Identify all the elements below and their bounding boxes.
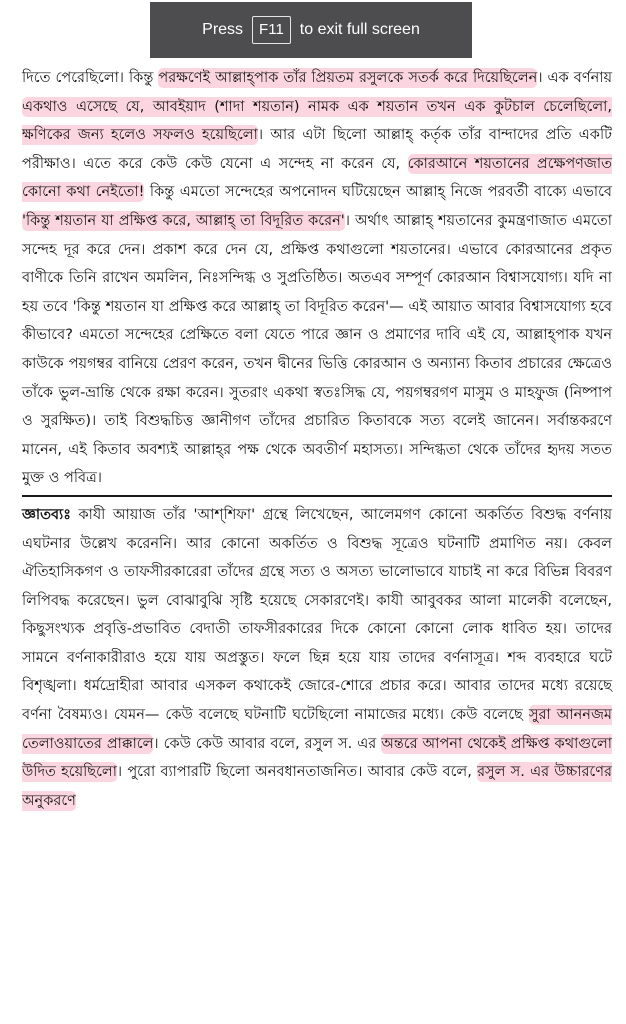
highlighted-text: সুরা আননজম তেলাওয়াতের প্রাক্কালে bbox=[22, 707, 612, 752]
fullscreen-exit-banner bbox=[150, 2, 472, 58]
body-text: । আর এটা ছিলো আল্লাহ্‌ কর্তৃক তাঁর বান্দাদের প্রতি একটি পরীক্ষাও। এতে করে কেউ কেউ যেনো এ সন্দেহ না করেন যে, bbox=[22, 127, 612, 172]
highlighted-text: কোরআনে শয়তানের প্রক্ষেপণজাত কোনো কথা নেইতো! bbox=[22, 155, 612, 201]
body-text: । অর্থাৎ আল্লাহ্‌ শয়তানের কুমন্ত্রণাজাত এমতো সন্দেহ দূর করে দেন। প্রকাশ করে দেন যে, প্রক্ষিপ্ত কথাগুলো শয়তানের। এভাবে কোরআনের প্রকৃত বাণীকে তিনি রাখেন অমলিন, নিঃসন্দিগ্ধ ও সুপ্রতিষ্ঠিত। অতএব সম্পূর্ণ কোরআন বিশ্বাসযোগ্য। যদি না হয় তবে 'কিন্তু শয়তান যা প্রক্ষিপ্ত করে আল্লাহ্‌ তা বিদূরিত করেন'— এই আয়াত আবার বিশ্বাসযোগ্য হবে কীভাবে? এমতো সন্দেহের প্রেক্ষিতে বলা যেতে পারে জ্ঞান ও প্রমাণের দাবি এই যে, আল্লাহ্‌পাক যখন কাউকে পয়গম্বর বানিয়ে প্রেরণ করেন, তখন দ্বীনের ভিত্তি কোরআন ও অন্যান্য কিতাব প্রচারের ক্ষেত্রেও তাঁকে ভুল-ভ্রান্তি থেকে রক্ষা করেন। সুতরাং একথা স্বতঃসিদ্ধ যে, পয়গম্বরগণ মাসুম ও মাহফুজ (নিষ্পাপ ও সুরক্ষিত)। তাই বিশুদ্ধচিত্ত জ্ঞানীগণ তাঁদের প্রচারিত কিতাবকে সত্য বলেই জানেন। সর্বান্তকরণে মানেন, এই কিতাব অবশ্যই আল্লাহ্‌র পক্ষ থেকে অবতীর্ণ মহাসত্য। সন্দিগ্ধতা থেকে তাঁদের হৃদয় সতত মুক্ত ও পবিত্র। bbox=[22, 212, 612, 487]
body-text: কাযী আয়াজ তাঁর 'আশ্‌শিফা' গ্রন্থে লিখেছেন, আলেমগণ কোনো অকর্তিত বিশুদ্ধ বর্ণনায় এঘটনার উল্লেখ করেননি। আর কোনো অকর্তিত ও বিশুদ্ধ সূত্রেও ঘটনাটি প্রমাণিত নয়। কেবল ঐতিহাসিকগণ ও তাফসীরকারেরা তাঁদের গ্রন্থে সত্য ও অসত্য ভালোভাবে যাচাই না করে বিভিন্ন বিবরণ লিপিবদ্ধ করেছেন। ভুল বোঝাবুঝি সৃষ্টি হয়েছে সেকারণেই। কাযী আবুবকর আলা মালেকী বলেছেন, কিছুসংখ্যক প্রবৃত্তি-প্রভাবিত বেদাতী তাফসীরকারের দিকে কোনো কোনো লোক ধাবিত হয়। তাদের সামনে বর্ণনাকারীরাও হয়ে যায় অপ্রস্তুত। ফলে ছিন্ন হয়ে যায় তাদের বর্ণনাসূত্র। শব্দ ব্যবহারে ঘটে বিশৃঙ্খলা। ধর্মদ্রোহীরা আবার এসকল কথাকেই জোরে-শোরে প্রচার করে। আবার তাদের মধ্যে রয়েছে বর্ণনা বৈষম্যও। যেমন— কেউ বলেছে ঘটনাটি ঘটেছিলো নামাজের মধ্যে। কেউ বলেছে bbox=[22, 506, 613, 724]
body-text: কিন্তু এমতো সন্দেহের অপনোদন ঘটিয়েছেন আল্লাহ্‌ নিজে পরবর্তী বাক্যে এভাবে bbox=[144, 184, 612, 201]
highlighted-text: অন্তরে আপনা থেকেই প্রক্ষিপ্ত কথাগুলো উদিত হয়েছিলো bbox=[22, 735, 612, 781]
body-text: দিতে পেরেছিলো। কিন্তু bbox=[22, 70, 159, 86]
body-text: । এক বর্ণনায় bbox=[537, 70, 612, 86]
highlighted-text: 'কিন্তু শয়তান যা প্রক্ষিপ্ত করে, আল্লাহ্‌ তা বিদূরিত করেন' bbox=[22, 212, 345, 229]
banner-suffix-text: to exit full screen bbox=[299, 21, 420, 38]
highlighted-text: একথাও এসেছে যে, আবইয়াদ (শাদা শয়তান) নামক এক শয়তান তখন এক কুটচাল চেলেছিলো, ক্ষণিকের জন্য হলেও সফলও হয়েছিলো bbox=[22, 98, 612, 144]
f11-key-badge: F11 bbox=[252, 16, 291, 44]
section-divider bbox=[22, 495, 612, 497]
banner-press-text: Press bbox=[202, 21, 244, 38]
body-text: । কেউ কেউ আবার বলে, রসুল স. এর bbox=[153, 735, 382, 752]
note-heading: জ্ঞাতব্যঃ bbox=[22, 506, 71, 523]
book-page bbox=[22, 64, 612, 815]
body-text: । পুরো ব্যাপারটি ছিলো অনবধানতাজনিত। আবার কেউ বলে, bbox=[116, 764, 478, 781]
highlighted-text: পরক্ষণেই আল্লাহ্‌পাক তাঁর প্রিয়তম রসুলকে সতর্ক করে দিয়েছিলেন bbox=[158, 70, 538, 86]
paragraph-note bbox=[22, 501, 612, 816]
highlighted-text: রসুল স. এর উচ্চারণের অনুকরণে bbox=[22, 764, 612, 809]
paragraph-main bbox=[22, 64, 612, 493]
